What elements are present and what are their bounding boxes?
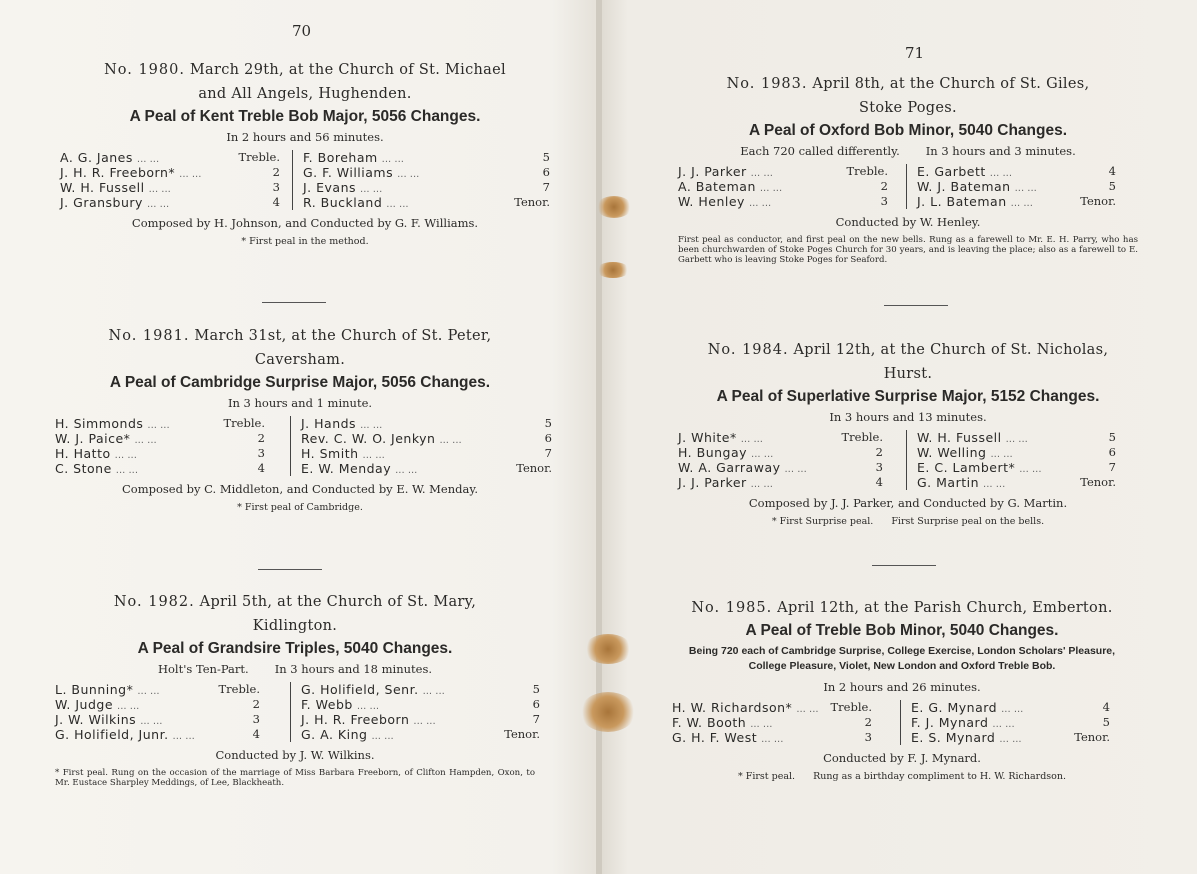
bell-position: 4 <box>1108 164 1116 178</box>
ringer-row <box>60 165 280 180</box>
peal-sub-left: Each 720 called differently. <box>740 144 900 158</box>
leader-dots: ... ... <box>360 420 383 431</box>
bell-position: Tenor. <box>514 195 550 209</box>
ringer-name: J. J. Parker <box>678 164 747 179</box>
ringer-name: W. H. Fussell <box>917 430 1002 445</box>
ringer-table <box>55 416 552 476</box>
peal-date-place: April 12th, at the Parish Church, Emberton. <box>777 600 1113 616</box>
ringer-row <box>678 460 883 475</box>
leader-dots: ... ... <box>784 464 807 475</box>
peal-date-place: March 29th, at the Church of St. Michael <box>189 62 506 78</box>
ringers-right-column <box>290 682 540 742</box>
ringer-name: H. W. Richardson* <box>672 700 793 715</box>
bell-position: 2 <box>252 697 260 711</box>
bell-position: 4 <box>1102 700 1110 714</box>
ringers-left-column <box>678 430 883 490</box>
ringers-right-column <box>292 150 550 210</box>
bell-position: 3 <box>272 180 280 194</box>
peal-sub-left: In 2 hours and 26 minutes. <box>823 680 981 694</box>
leader-dots: ... ... <box>371 731 394 742</box>
ringer-name: J. J. Parker <box>678 475 747 490</box>
peal-subtitle <box>678 144 1138 158</box>
leader-dots: ... ... <box>989 168 1013 179</box>
leader-dots: ... ... <box>356 701 380 712</box>
footnote-text: Rung as a birthday compliment to H. W. Richardson. <box>813 771 1067 782</box>
ringer-row <box>672 700 872 715</box>
ringer-row <box>678 179 888 194</box>
peal-date-place: April 12th, at the Church of St. Nicholas, <box>793 342 1109 358</box>
peal-footnote <box>55 502 545 513</box>
ringer-row <box>303 180 550 195</box>
ringer-table <box>60 150 550 210</box>
ringer-row <box>911 730 1110 745</box>
peal-footnote <box>678 235 1138 265</box>
leader-dots: ... ... <box>750 479 773 490</box>
footnote-text: * First peal of Cambridge. <box>237 502 363 513</box>
ringer-name: E. C. Lambert* <box>917 460 1016 475</box>
bell-position: Treble. <box>223 416 265 430</box>
peal-number: No. 1985. <box>691 600 773 616</box>
peal-heading <box>55 590 535 614</box>
ringer-row <box>301 416 552 431</box>
bell-position: 3 <box>875 460 883 474</box>
ringer-name: W. A. Garraway <box>678 460 781 475</box>
peal-title: A Peal of Treble Bob Minor, 5040 Changes. <box>745 622 1059 639</box>
bell-position: 5 <box>542 150 550 164</box>
peal-number: No. 1983. <box>726 76 808 92</box>
bell-position: 5 <box>532 682 540 696</box>
peal-title: A Peal of Grandsire Triples, 5040 Changes. <box>137 640 453 657</box>
ringers-right-column <box>906 430 1116 490</box>
ringer-name: Rev. C. W. O. Jenkyn <box>301 431 436 446</box>
peal-date-place: April 8th, at the Church of St. Giles, <box>812 76 1090 92</box>
leader-dots: ... ... <box>413 716 436 727</box>
bell-position: 2 <box>875 445 883 459</box>
ringer-row <box>917 460 1116 475</box>
ringer-row <box>301 697 540 712</box>
leader-dots: ... ... <box>134 435 157 446</box>
conductor-line: Conducted by J. W. Wilkins. <box>215 748 375 762</box>
leader-dots: ... ... <box>381 154 404 165</box>
ringer-name: G. Martin <box>917 475 980 490</box>
peal-sub-right: In 3 hours and 18 minutes. <box>274 662 433 676</box>
footnote-text: First peal as conductor, and first peal on the new bells. Rung as a farewell to Mr. E. H. Parry, who has been churchwarden of Stoke Poges Church for 30 years, and is leaving the place; also as a farewell to E. Garbett who is leaving Stoke Poges for Seaford. <box>678 235 1138 265</box>
bell-position: 5 <box>544 416 552 430</box>
ringer-name: H. Simmonds <box>55 416 144 431</box>
bell-position: Treble. <box>238 150 280 164</box>
ringer-row <box>55 697 260 712</box>
leader-dots: ... ... <box>360 184 383 195</box>
ringer-row <box>672 715 872 730</box>
conductor-line: Composed by C. Middleton, and Conducted by E. W. Menday. <box>121 482 478 496</box>
book-gutter <box>596 0 602 874</box>
bell-position: Treble. <box>830 700 872 714</box>
bell-position: 7 <box>1108 460 1116 474</box>
peal-location: Stoke Poges. <box>859 100 957 116</box>
ringer-row <box>55 682 260 697</box>
leader-dots: ... ... <box>117 701 140 712</box>
peal-subtitle <box>672 680 1132 694</box>
peal-footnote <box>55 768 535 788</box>
peal-subtitle <box>60 130 550 144</box>
ringer-name: E. Garbett <box>917 164 986 179</box>
peal-footnote <box>60 236 550 247</box>
ringer-name: G. Holifield, Senr. <box>301 682 419 697</box>
ringers-right-column <box>906 164 1116 209</box>
ringer-row <box>301 446 552 461</box>
ringer-name: F. Webb <box>301 697 353 712</box>
leader-dots: ... ... <box>439 435 462 446</box>
bell-position: 2 <box>864 715 872 729</box>
ringer-row <box>301 461 552 476</box>
bell-position: 6 <box>544 431 552 445</box>
ringer-table <box>672 700 1132 745</box>
bell-position: Treble. <box>841 430 883 444</box>
peal-record <box>672 596 1132 782</box>
ringers-right-column <box>900 700 1110 745</box>
ringer-name: F. Boreham <box>303 150 378 165</box>
peal-date-place: April 5th, at the Church of St. Mary, <box>199 594 477 610</box>
peal-location: Caversham. <box>254 352 346 368</box>
ringer-name: G. H. F. West <box>672 730 758 745</box>
peal-title: A Peal of Kent Treble Bob Major, 5056 Changes. <box>129 108 481 125</box>
ringer-name: E. W. Menday <box>301 461 392 476</box>
binding-stain <box>596 262 630 278</box>
leader-dots: ... ... <box>172 731 195 742</box>
ringer-name: J. H. R. Freeborn <box>301 712 410 727</box>
ringer-row <box>303 195 550 210</box>
leader-dots: ... ... <box>761 734 784 745</box>
conductor-line: Composed by J. J. Parker, and Conducted by G. Martin. <box>748 496 1068 510</box>
ringers-left-column <box>672 700 872 745</box>
ringers-left-column <box>55 682 260 742</box>
peal-heading <box>60 58 550 82</box>
ringer-name: J. Hands <box>301 416 357 431</box>
ringer-row <box>911 715 1110 730</box>
ringer-row <box>55 712 260 727</box>
bell-position: 3 <box>880 194 888 208</box>
leader-dots: ... ... <box>140 716 163 727</box>
ringer-name: J. White* <box>678 430 737 445</box>
ringer-row <box>301 712 540 727</box>
page-number-right: 71 <box>905 44 925 62</box>
peal-record <box>60 58 550 247</box>
leader-dots: ... ... <box>990 449 1013 460</box>
ringer-row <box>917 194 1116 209</box>
peal-description: Being 720 each of Cambridge Surprise, College Exercise, London Scholars' Pleasure, College Pleasure, Violet, New London and Oxford Treble Bob. <box>688 645 1116 672</box>
ringer-name: H. Bungay <box>678 445 748 460</box>
leader-dots: ... ... <box>395 465 418 476</box>
leader-dots: ... ... <box>179 169 202 180</box>
ringer-row <box>672 730 872 745</box>
bell-position: 5 <box>1102 715 1110 729</box>
footnote-text: First Surprise peal on the bells. <box>891 516 1045 527</box>
leader-dots: ... ... <box>740 434 763 445</box>
ringer-name: R. Buckland <box>303 195 383 210</box>
bell-position: 6 <box>532 697 540 711</box>
ringer-row <box>55 416 265 431</box>
leader-dots: ... ... <box>148 184 171 195</box>
separator-rule <box>884 305 948 306</box>
bell-position: 3 <box>864 730 872 744</box>
leader-dots: ... ... <box>147 420 170 431</box>
binding-stain <box>584 634 632 664</box>
peal-sub-right: In 3 hours and 3 minutes. <box>925 144 1076 158</box>
peal-record <box>55 590 540 788</box>
ringers-left-column <box>678 164 888 209</box>
leader-dots: ... ... <box>386 199 409 210</box>
ringer-row <box>678 475 883 490</box>
bell-position: 6 <box>1108 445 1116 459</box>
peal-sub-left: In 3 hours and 1 minute. <box>227 396 373 410</box>
ringer-row <box>678 430 883 445</box>
ringer-name: J. H. R. Freeborn* <box>60 165 176 180</box>
bell-position: 6 <box>542 165 550 179</box>
ringer-name: L. Bunning* <box>55 682 134 697</box>
leader-dots: ... ... <box>992 719 1015 730</box>
peal-record <box>678 338 1138 527</box>
bell-position: Treble. <box>218 682 260 696</box>
bell-position: 2 <box>257 431 265 445</box>
page-number-left: 70 <box>292 22 312 40</box>
ringer-row <box>678 445 883 460</box>
peal-footnote <box>672 771 1132 782</box>
leader-dots: ... ... <box>1010 198 1033 209</box>
leader-dots: ... ... <box>115 465 139 476</box>
leader-dots: ... ... <box>759 183 783 194</box>
ringer-row <box>678 194 888 209</box>
ringer-row <box>301 727 540 742</box>
ringer-row <box>55 461 265 476</box>
ringer-row <box>917 475 1116 490</box>
peal-subtitle <box>678 410 1138 424</box>
ringer-name: G. F. Williams <box>303 165 394 180</box>
binding-stain <box>596 196 632 218</box>
ringer-row <box>301 682 540 697</box>
leader-dots: ... ... <box>362 450 385 461</box>
ringer-name: F. J. Mynard <box>911 715 989 730</box>
ringer-name: C. Stone <box>55 461 112 476</box>
leader-dots: ... ... <box>748 198 772 209</box>
ringer-name: J. W. Wilkins <box>55 712 137 727</box>
bell-position: 2 <box>272 165 280 179</box>
ringer-row <box>917 430 1116 445</box>
leader-dots: ... ... <box>1001 704 1024 715</box>
bell-position: Tenor. <box>504 727 540 741</box>
leader-dots: ... ... <box>796 704 819 715</box>
peal-date-place: March 31st, at the Church of St. Peter, <box>194 328 492 344</box>
bell-position: 3 <box>252 712 260 726</box>
bell-position: 5 <box>1108 179 1116 193</box>
peal-subtitle <box>55 662 535 676</box>
peal-subtitle <box>55 396 545 410</box>
peal-heading <box>678 72 1138 96</box>
separator-rule <box>262 302 326 303</box>
ringer-row <box>55 727 260 742</box>
ringer-row <box>911 700 1110 715</box>
conductor-line: Conducted by W. Henley. <box>835 215 981 229</box>
peal-record <box>678 72 1138 265</box>
leader-dots: ... ... <box>114 450 137 461</box>
ringer-name: G. Holifield, Junr. <box>55 727 169 742</box>
ringer-table <box>678 430 1138 490</box>
footnote-text: * First peal. <box>737 771 796 782</box>
ringer-row <box>301 431 552 446</box>
leader-dots: ... ... <box>146 199 170 210</box>
peal-location: Kidlington. <box>252 618 338 634</box>
conductor-line: Composed by H. Johnson, and Conducted by G. F. Williams. <box>131 216 479 230</box>
bell-position: 5 <box>1108 430 1116 444</box>
peal-location: Hurst. <box>883 366 933 382</box>
ringer-table <box>678 164 1138 209</box>
ringer-name: E. G. Mynard <box>911 700 998 715</box>
peal-heading <box>55 324 545 348</box>
bell-position: Tenor. <box>1074 730 1110 744</box>
ringer-row <box>303 165 550 180</box>
leader-dots: ... ... <box>750 719 773 730</box>
leader-dots: ... ... <box>999 734 1022 745</box>
ringer-name: W. J. Bateman <box>917 179 1011 194</box>
ringer-row <box>55 431 265 446</box>
footnote-text: * First peal in the method. <box>241 236 369 247</box>
bell-position: Tenor. <box>1080 475 1116 489</box>
peal-location: and All Angels, Hughenden. <box>198 86 412 102</box>
peal-number: No. 1981. <box>108 328 190 344</box>
peal-sub-left: Holt's Ten-Part. <box>157 662 249 676</box>
ringers-left-column <box>60 150 280 210</box>
bell-position: 3 <box>257 446 265 460</box>
peal-title: A Peal of Superlative Surprise Major, 5152 Changes. <box>716 388 1100 405</box>
leader-dots: ... ... <box>1019 464 1042 475</box>
bell-position: Tenor. <box>516 461 552 475</box>
ringer-name: A. G. Janes <box>60 150 133 165</box>
peal-number: No. 1980. <box>104 62 185 78</box>
peal-footnote <box>678 516 1138 527</box>
ringer-row <box>60 150 280 165</box>
peal-title: A Peal of Cambridge Surprise Major, 5056 Changes. <box>109 374 491 391</box>
ringers-right-column <box>290 416 552 476</box>
ringer-row <box>303 150 550 165</box>
bell-position: Tenor. <box>1080 194 1116 208</box>
ringer-name: H. Smith <box>301 446 359 461</box>
bell-position: 4 <box>272 195 280 209</box>
bell-position: 4 <box>875 475 883 489</box>
leader-dots: ... ... <box>750 168 773 179</box>
ringer-name: W. H. Fussell <box>60 180 145 195</box>
bell-position: 7 <box>532 712 540 726</box>
ringer-name: G. A. King <box>301 727 368 742</box>
peal-number: No. 1982. <box>113 594 195 610</box>
ringer-name: W. Welling <box>917 445 987 460</box>
leader-dots: ... ... <box>422 686 445 697</box>
ringer-name: W. Henley <box>678 194 745 209</box>
ringer-row <box>60 195 280 210</box>
bell-position: 7 <box>544 446 552 460</box>
ringer-name: J. Evans <box>303 180 357 195</box>
peal-number: No. 1984. <box>707 342 789 358</box>
peal-heading <box>672 596 1132 620</box>
footnote-text: * First peal. Rung on the occasion of the marriage of Miss Barbara Freeborn, of Clifton Hampden, Oxon, to Mr. Eustace Sharpley Meddings, of Lee, Blackheath. <box>55 768 535 788</box>
bell-position: 4 <box>257 461 265 475</box>
leader-dots: ... ... <box>136 154 160 165</box>
footnote-text: * First Surprise peal. <box>771 516 874 527</box>
peal-heading <box>678 338 1138 362</box>
ringer-name: W. Judge <box>55 697 114 712</box>
bell-position: 2 <box>880 179 888 193</box>
leader-dots: ... ... <box>397 169 420 180</box>
peal-sub-left: In 2 hours and 56 minutes. <box>226 130 384 144</box>
ringer-name: E. S. Mynard <box>911 730 996 745</box>
binding-stain <box>580 692 636 732</box>
bell-position: 4 <box>252 727 260 741</box>
peal-title: A Peal of Oxford Bob Minor, 5040 Changes. <box>748 122 1068 139</box>
ringer-name: W. J. Paice* <box>55 431 131 446</box>
ringer-row <box>917 445 1116 460</box>
ringer-name: J. Gransbury <box>60 195 143 210</box>
separator-rule <box>258 569 322 570</box>
ringer-row <box>678 164 888 179</box>
peal-sub-left: In 3 hours and 13 minutes. <box>829 410 987 424</box>
leader-dots: ... ... <box>983 479 1006 490</box>
ringer-row <box>60 180 280 195</box>
ringer-row <box>917 179 1116 194</box>
ringer-name: F. W. Booth <box>672 715 747 730</box>
ringer-row <box>55 446 265 461</box>
peal-record <box>55 324 552 513</box>
leader-dots: ... ... <box>751 449 774 460</box>
ringer-name: H. Hatto <box>55 446 111 461</box>
leader-dots: ... ... <box>1005 434 1028 445</box>
separator-rule <box>872 565 936 566</box>
ringer-table <box>55 682 540 742</box>
bell-position: 7 <box>542 180 550 194</box>
ringer-name: J. L. Bateman <box>917 194 1007 209</box>
leader-dots: ... ... <box>1014 183 1037 194</box>
ringer-row <box>917 164 1116 179</box>
leader-dots: ... ... <box>137 686 160 697</box>
bell-position: Treble. <box>846 164 888 178</box>
ringers-left-column <box>55 416 265 476</box>
ringer-name: A. Bateman <box>678 179 756 194</box>
conductor-line: Conducted by F. J. Mynard. <box>823 751 981 765</box>
